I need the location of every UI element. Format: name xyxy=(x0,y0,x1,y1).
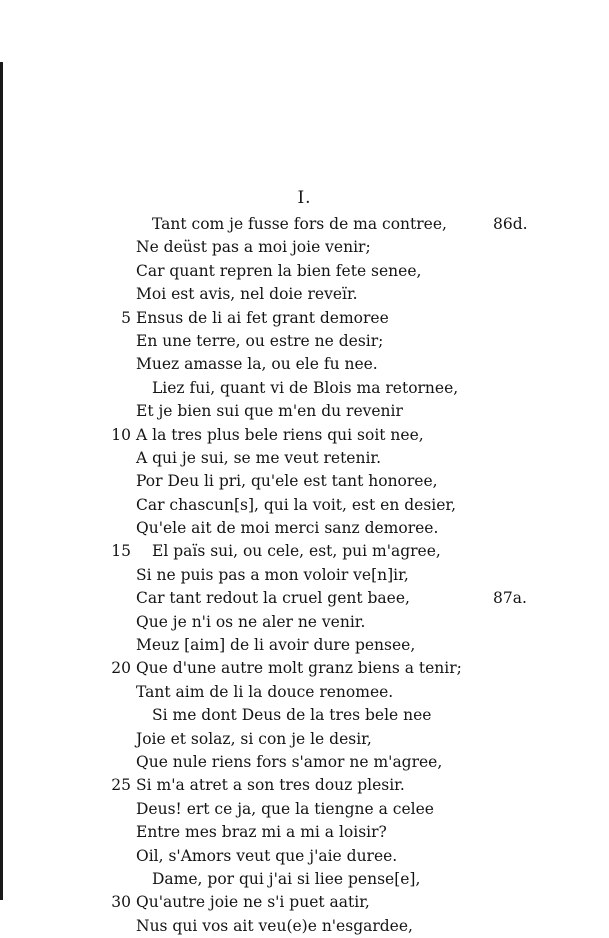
verse-text: Car quant repren la bien fete senee, xyxy=(136,261,422,280)
verse-text: Nus qui vos ait veu(e)e n'esgardee, xyxy=(136,916,413,935)
line-number: 20 xyxy=(111,659,131,678)
verse-text: Si m'a atret a son tres douz plesir. xyxy=(136,776,405,795)
verse-text: Deus! ert ce ja, que la tiengne a celee xyxy=(136,799,434,818)
verse-line xyxy=(0,681,609,704)
verse-line xyxy=(0,470,609,493)
verse-text: Que d'une autre molt granz biens a tenir; xyxy=(136,659,462,678)
verse-line xyxy=(0,424,609,447)
verse-line xyxy=(0,728,609,751)
verse-line xyxy=(0,798,609,821)
verse-text: Si ne puis pas a mon voloir ve[n]ir, xyxy=(136,565,409,584)
verse-line xyxy=(0,400,609,423)
verse-line xyxy=(0,564,609,587)
verse-text: Qu'autre joie ne s'i puet aatir, xyxy=(136,893,370,912)
verse-line xyxy=(0,353,609,376)
folio-reference: 86d. xyxy=(493,215,528,233)
verse-line xyxy=(0,494,609,517)
verse-line xyxy=(0,845,609,868)
verse-line xyxy=(0,236,609,259)
line-number: 25 xyxy=(111,776,131,795)
verse-line xyxy=(0,891,609,914)
verse-text: Liez fui, quant vi de Blois ma retornee, xyxy=(152,378,459,397)
verse-line xyxy=(0,377,609,400)
verse-line xyxy=(0,260,609,283)
verse-line xyxy=(0,751,609,774)
verse-text: Tant com je fusse fors de ma contree, xyxy=(152,215,447,233)
verse-line xyxy=(0,330,609,353)
verse-text: Qu'ele ait de moi merci sanz demoree. xyxy=(136,519,439,538)
verse-text: Tant aim de li la douce renomee. xyxy=(136,682,394,701)
verse-line xyxy=(0,915,609,938)
verse-text: Oil, s'Amors veut que j'aie duree. xyxy=(136,846,398,865)
verse-text: Meuz [aim] de li avoir dure pensee, xyxy=(136,636,416,655)
verse-text: A la tres plus bele riens qui soit nee, xyxy=(136,425,424,444)
verse-text: En une terre, ou estre ne desir; xyxy=(136,331,384,350)
verse-text: Dame, por qui j'ai si liee pense[e], xyxy=(152,869,421,888)
verse-text: Muez amasse la, ou ele fu nee. xyxy=(136,355,378,374)
verse-text: Ne deüst pas a moi joie venir; xyxy=(136,238,371,257)
verse-text: Por Deu li pri, qu'ele est tant honoree, xyxy=(136,472,438,491)
verse-line xyxy=(0,447,609,470)
verse-line xyxy=(0,307,609,330)
verse-line xyxy=(0,213,609,236)
verse-text: A qui je sui, se me veut retenir. xyxy=(136,448,382,467)
verse-line xyxy=(0,540,609,563)
verse-line xyxy=(0,634,609,657)
verse-text: Si me dont Deus de la tres bele nee xyxy=(152,706,432,725)
verse-text: Que nule riens fors s'amor ne m'agree, xyxy=(136,752,443,771)
verse-text: Car tant redout la cruel gent baee, xyxy=(136,589,410,608)
verse-line xyxy=(0,283,609,306)
verse-line xyxy=(0,611,609,634)
line-number: 30 xyxy=(111,893,131,912)
line-number: 10 xyxy=(111,425,131,444)
line-number: 15 xyxy=(111,542,131,561)
line-number: 5 xyxy=(121,308,131,327)
verse-text: Joie et solaz, si con je le desir, xyxy=(136,729,372,748)
verse-text: Entre mes braz mi a mi a loisir? xyxy=(136,823,387,842)
verse-line xyxy=(0,587,609,610)
verse-text: Car chascun[s], qui la voit, est en desier, xyxy=(136,495,457,514)
verse-line xyxy=(0,657,609,680)
verse-text: Ensus de li ai fet grant demoree xyxy=(136,308,389,327)
verse-text: Moi est avis, nel doie reveïr. xyxy=(136,285,358,304)
verse-line xyxy=(0,517,609,540)
verse-line xyxy=(0,704,609,727)
verse-line xyxy=(0,868,609,891)
verse-text: Et je bien sui que m'en du revenir xyxy=(136,402,403,421)
verse-line xyxy=(0,821,609,844)
verse-text: Que je n'i os ne aler ne venir. xyxy=(136,612,366,631)
folio-reference: 87a. xyxy=(493,589,527,608)
poem-title: I. xyxy=(297,188,312,208)
verse-text: El païs sui, ou cele, est, pui m'agree, xyxy=(152,542,441,561)
poem-body xyxy=(0,213,609,938)
verse-line xyxy=(0,774,609,797)
